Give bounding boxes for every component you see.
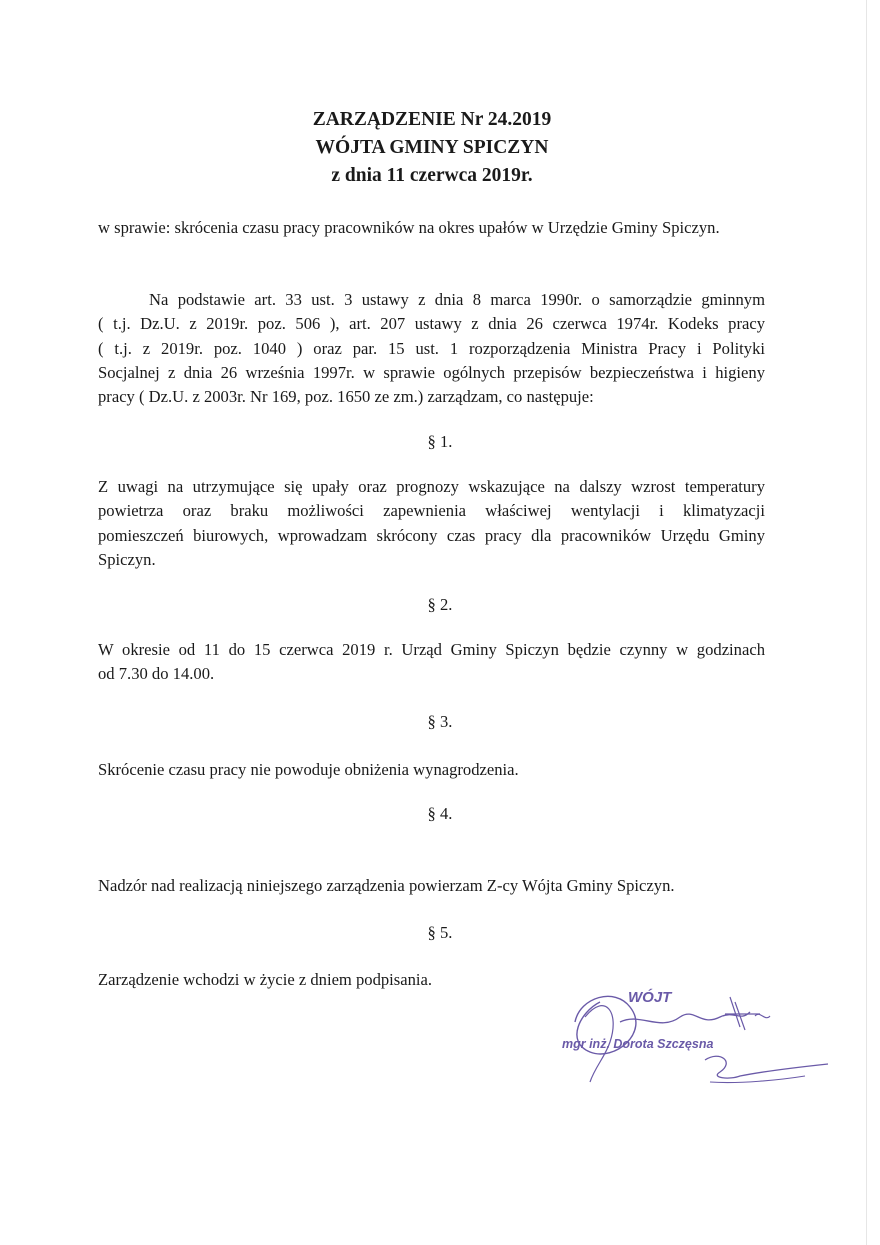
stamp-title: WÓJT xyxy=(628,989,672,1006)
header-date: z dnia 11 czerwca 2019r. xyxy=(331,165,533,186)
preamble-line: Socjalnej z dnia 26 września 1997r. w sprawie ogólnych przepisów bezpieczeństwa i higieny xyxy=(98,362,765,382)
preamble-paragraph xyxy=(98,288,765,409)
signature-tail xyxy=(705,1056,828,1078)
section-1-line: powietrza oraz braku możliwości zapewnienia właściwej wentylacji i klimatyzacji xyxy=(98,501,765,521)
header-title: ZARZĄDZENIE Nr 24.2019 xyxy=(312,109,552,130)
header-issuer: WÓJTA GMINY SPICZYN xyxy=(315,137,549,158)
signature-underline xyxy=(710,1076,805,1083)
preamble-line: ( t.j. z 2019r. poz. 1040 ) oraz par. 15 ust. 1 rozporządzenia Ministra Pracy i Polityki xyxy=(98,338,765,358)
section-1-body xyxy=(98,475,765,572)
section-mark-4: § 4. xyxy=(427,804,453,823)
section-mark-1: § 1. xyxy=(427,432,453,451)
section-2-line: od 7.30 do 14.00. xyxy=(98,664,215,684)
section-2-line: W okresie od 11 do 15 czerwca 2019 r. Urząd Gminy Spiczyn będzie czynny w godzinach xyxy=(98,640,765,659)
signature-stroke xyxy=(755,1014,770,1017)
section-5-body: Zarządzenie wchodzi w życie z dniem podpisania. xyxy=(98,970,433,989)
section-2-body xyxy=(98,638,765,687)
document-header xyxy=(0,106,880,190)
stamp-signature xyxy=(560,972,840,1112)
preamble-line: pracy ( Dz.U. z 2003r. Nr 169, poz. 1650 ze zm.) zarządzam, co następuje: xyxy=(98,387,594,407)
section-mark-5: § 5. xyxy=(427,923,453,942)
section-mark-3: § 3. xyxy=(427,712,453,731)
preamble-line: Na podstawie art. 33 ust. 3 ustawy z dnia 8 marca 1990r. o samorządzie gminnym xyxy=(149,290,765,309)
preamble-line: ( t.j. Dz.U. z 2019r. poz. 506 ), art. 207 ustawy z dnia 26 czerwca 1974r. Kodeks pracy xyxy=(98,314,765,334)
section-mark-2: § 2. xyxy=(427,595,453,614)
section-4-body: Nadzór nad realizacją niniejszego zarządzenia powierzam Z-cy Wójta Gminy Spiczyn. xyxy=(98,876,675,895)
section-1-line: Spiczyn. xyxy=(98,549,156,569)
subject-line: w sprawie: skrócenia czasu pracy pracowników na okres upałów w Urzędzie Gminy Spiczyn. xyxy=(98,218,720,237)
section-1-line: pomieszczeń biurowych, wprowadzam skrócony czas pracy dla pracowników Urzędu Gminy xyxy=(98,525,765,545)
stamp-name: mgr inż. Dorota Szczęsna xyxy=(562,1037,714,1051)
signature-stroke xyxy=(725,997,760,1030)
section-1-line: Z uwagi na utrzymujące się upały oraz prognozy wskazujące na dalszy wzrost temperatury xyxy=(98,477,765,496)
section-3-body: Skrócenie czasu pracy nie powoduje obniżenia wynagrodzenia. xyxy=(98,760,519,779)
